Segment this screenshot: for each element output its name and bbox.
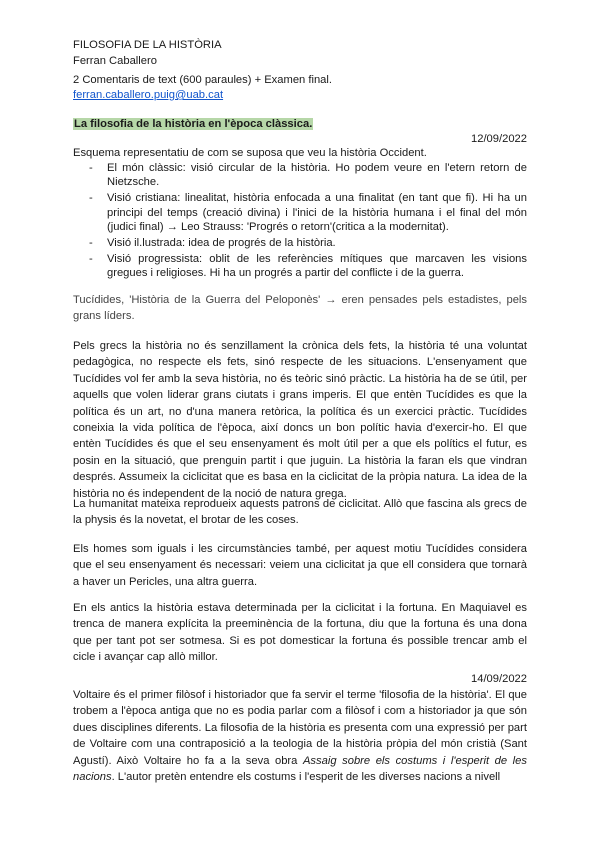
- section-title-wrap: [73, 117, 313, 131]
- intro-line: Esquema representatiu de com se suposa que veu la història Occident.: [73, 147, 427, 159]
- list-item: - Visió il.lustrada: idea de progrés de la història.: [89, 237, 336, 250]
- list-item: - El món clàssic: visió circular de la història. Ho podem veure en l'etern retorn de Nietzsche.: [89, 162, 527, 189]
- section-title: La filosofia de la història en l'època clàssica.: [74, 118, 313, 130]
- date-heading-1: 12/09/2022: [471, 133, 527, 145]
- professor-name: Ferran Caballero: [73, 55, 157, 67]
- body-paragraph-3: Els homes som iguals i les circumstàncies també, per aquest motiu Tucídides considera que el seu ensenyament és necessari: veiem una ciclicitat ja que ell considera que tornarà a haver un Pericles, una altra guerra.: [73, 543, 527, 588]
- body-paragraph-1: Pels grecs la història no és senzillament la crònica dels fets, la història té una voluntat pedagògica, no respecte els fets, sinó respecte de les situacions. L'ensenyament que Tucídides vol fer amb la seva història, no és teòric sinó pràctic. La història ha de se útil, per aquells que volen liderar grans ciutats i grans imperis. El que entèn Tucídides es que la política és un art, no d'una manera retòrica, la política és un exercici pràctic. Tucídides coneixia la vida política de l'època, així doncs un bon polític havia d'exercir-ho. El que entèn Tucídides és que el seu ensenyament és molt útil per a que els polítics el futur, es posin en la situació, que prenguin partit i que juguin. La història la faran els que vindran després. Assumeix la ciclicitat que es basa en la ciclicitat de la pròpia natura. La idea de la història no és independent de la noció de natura grega.: [73, 340, 527, 500]
- body-paragraph-2: La humanitat mateixa reprodueix aquests patrons de ciclicitat. Allò que fascina als grecs de la physis és la novetat, el brotar de les coses.: [73, 498, 527, 527]
- email-link[interactable]: ferran.caballero.puig@uab.cat: [73, 89, 224, 101]
- bullet-dash: -: [89, 253, 93, 266]
- list-item: - Visió progressista: oblit de les referències mítiques que marcaven les visions gregues i religioses. Hi ha un progrés a partir del conflicte i de la guerra.: [89, 253, 527, 280]
- list-item: - Visió cristiana: linealitat, història enfocada a una finalitat (en tant que fi). Hi ha un principi del temps (creació divina) i l'inici de la història humana i el final del món (judici final) → Leo Strauss: 'Progrés o retorn'(critica a la modernitat).: [89, 192, 527, 233]
- bullet-dash: -: [89, 192, 93, 205]
- bullet-dash: -: [89, 162, 93, 174]
- bullet-list: [73, 161, 527, 283]
- body-paragraph-4: En els antics la història estava determinada per la ciclicitat i la fortuna. En Maquiavel es trenca de manera explícita la preeminència de la fortuna, diu que la fortuna és una dona que per tant pot ser sotmesa. Si es pot domesticar la fortuna és possible trencar amb el cicle i avançar cap allò millor.: [73, 602, 527, 664]
- book-title: Assaig sobre els costums i l'esperit de les nacions: [73, 754, 527, 784]
- body-paragraph-5: Voltaire és el primer filòsof i historiador que fa servir el terme 'filosofia de la història'. El que trobem a l'època antiga que no es podia parlar com a filòsof i com a historiador ja que són dues disciplines diferents. La filosofia de la història es presenta com una expressió per part de Voltaire com una contraposició a la teologia de la història pròpia del món cristià (Sant Agustí). Això Voltaire ho fa a la seva obra Assaig sobre els costums i l'esperit de les nacions. L'autor pretèn entendre els costums i l'esperit de les diverses nacions a nivell: [73, 689, 527, 784]
- course-title: FILOSOFIA DE LA HISTÒRIA: [73, 39, 222, 51]
- date-heading-2: 14/09/2022: [471, 673, 527, 685]
- evaluation-info: 2 Comentaris de text (600 paraules) + Examen final.: [73, 74, 333, 86]
- bullet-dash: -: [89, 237, 93, 250]
- tucidides-paragraph: Tucídides, 'Història de la Guerra del Peloponès' → eren pensades pels estadistes, pels grans líders.: [73, 294, 527, 323]
